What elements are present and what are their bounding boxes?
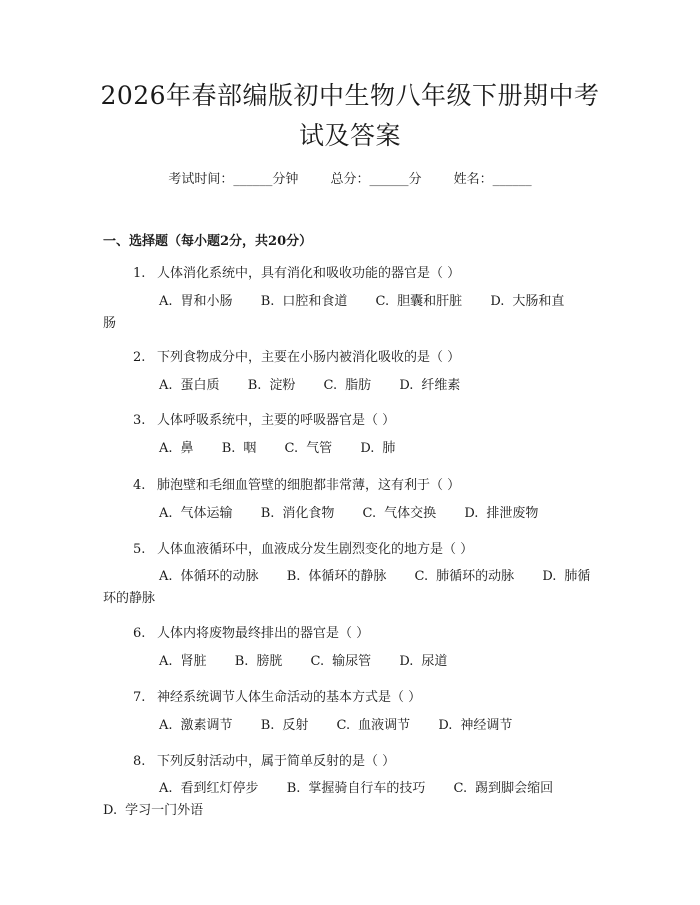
option-text: 口腔和食道 — [282, 294, 348, 309]
option-c — [363, 506, 437, 521]
option-b — [287, 781, 426, 796]
question-8 — [133, 750, 395, 769]
option-text: 纤维素 — [421, 378, 461, 393]
option-text: 大肠和直肠 — [103, 294, 565, 331]
option-b — [261, 506, 335, 521]
option-c — [324, 378, 372, 393]
option-text: 膀胱 — [256, 654, 283, 669]
option-text: 蛋白质 — [180, 378, 220, 393]
exam-meta — [0, 168, 700, 187]
option-b — [261, 294, 348, 309]
option-letter: A. — [159, 781, 173, 796]
question-4 — [133, 474, 460, 493]
option-letter: C. — [310, 654, 325, 669]
question-text: 下列反射活动中，属于简单反射的是（ ） — [157, 754, 396, 769]
option-c — [415, 569, 515, 584]
question-text: 人体呼吸系统中，主要的呼吸器官是（ ） — [157, 413, 396, 428]
option-letter: A. — [159, 506, 173, 521]
option-text: 输尿管 — [332, 654, 372, 669]
question-1 — [133, 262, 460, 281]
total-score: 总分：______分 — [330, 172, 422, 187]
question-number: 2. — [133, 350, 146, 365]
option-letter: C. — [375, 294, 390, 309]
question-5-options — [103, 566, 593, 610]
question-3 — [133, 409, 395, 428]
option-letter: A. — [159, 378, 173, 393]
question-8-options — [103, 778, 593, 822]
option-text: 脂肪 — [345, 378, 372, 393]
option-letter: D. — [464, 506, 479, 521]
option-c — [311, 654, 372, 669]
option-letter: A. — [159, 569, 173, 584]
option-letter: C. — [414, 569, 429, 584]
option-letter: D. — [399, 378, 414, 393]
student-name: 姓名：______ — [453, 172, 532, 187]
question-text: 人体内将废物最终排出的器官是（ ） — [157, 626, 370, 641]
option-a — [159, 569, 259, 584]
option-text: 胆囊和肝脏 — [397, 294, 463, 309]
document-title: 2026年春部编版初中生物八年级下册期中考试及答案 — [100, 81, 600, 150]
question-4-options — [103, 503, 593, 525]
option-letter: B. — [260, 506, 275, 521]
option-letter: A. — [159, 294, 173, 309]
option-letter: D. — [542, 569, 557, 584]
option-b — [222, 441, 257, 456]
question-number: 5. — [133, 542, 146, 557]
option-b — [248, 378, 296, 393]
question-text: 肺泡壁和毛细血管壁的细胞都非常薄，这有利于（ ） — [157, 478, 461, 493]
question-text: 神经系统调节人体生命活动的基本方式是（ ） — [157, 690, 422, 705]
option-text: 淀粉 — [269, 378, 296, 393]
option-letter: B. — [247, 378, 262, 393]
option-letter: D. — [103, 803, 118, 818]
option-c — [285, 441, 333, 456]
option-a — [159, 781, 259, 796]
option-text: 反射 — [282, 718, 309, 733]
option-text: 肾脏 — [180, 654, 207, 669]
question-text: 下列食物成分中，主要在小肠内被消化吸收的是（ ） — [157, 350, 461, 365]
option-letter: C. — [453, 781, 468, 796]
option-text: 神经调节 — [460, 718, 513, 733]
option-c — [337, 718, 411, 733]
option-b — [287, 569, 387, 584]
option-text: 鼻 — [180, 441, 194, 456]
option-letter: A. — [159, 654, 173, 669]
option-letter: B. — [286, 569, 301, 584]
option-letter: D. — [360, 441, 375, 456]
option-letter: A. — [159, 718, 173, 733]
option-text: 体循环的动脉 — [180, 569, 259, 584]
option-text: 激素调节 — [180, 718, 233, 733]
option-text: 气体交换 — [384, 506, 437, 521]
question-6 — [133, 622, 369, 641]
option-d — [464, 506, 538, 521]
section-title: 一、选择题（每小题2分，共20分） — [103, 234, 313, 249]
option-text: 学习一门外语 — [125, 803, 204, 818]
option-letter: B. — [286, 781, 301, 796]
question-number: 8. — [133, 754, 146, 769]
option-d — [360, 441, 395, 456]
option-a — [159, 718, 233, 733]
question-number: 6. — [133, 626, 146, 641]
question-text: 人体血液循环中，血液成分发生剧烈变化的地方是（ ） — [157, 542, 474, 557]
question-5 — [133, 538, 473, 557]
option-a — [159, 294, 233, 309]
option-c — [376, 294, 463, 309]
option-letter: C. — [362, 506, 377, 521]
option-letter: B. — [260, 718, 275, 733]
question-1-options — [103, 291, 593, 335]
question-number: 7. — [133, 690, 146, 705]
option-a — [159, 378, 220, 393]
option-b — [235, 654, 283, 669]
option-a — [159, 441, 194, 456]
option-letter: B. — [221, 441, 236, 456]
option-text: 气体运输 — [180, 506, 233, 521]
option-text: 踢到脚会缩回 — [475, 781, 554, 796]
question-2-options — [103, 375, 593, 397]
option-b — [261, 718, 309, 733]
option-letter: D. — [438, 718, 453, 733]
option-text: 消化食物 — [282, 506, 335, 521]
option-d — [399, 378, 460, 393]
option-text: 肺循环的动脉 — [436, 569, 515, 584]
option-letter: D. — [490, 294, 505, 309]
option-letter: C. — [284, 441, 299, 456]
option-text: 血液调节 — [358, 718, 411, 733]
option-text: 掌握骑自行车的技巧 — [308, 781, 426, 796]
question-3-options — [103, 438, 593, 460]
option-text: 排泄废物 — [486, 506, 539, 521]
option-letter: C. — [336, 718, 351, 733]
option-text: 气管 — [306, 441, 333, 456]
option-letter: A. — [159, 441, 173, 456]
option-letter: D. — [399, 654, 414, 669]
option-d — [438, 718, 512, 733]
option-text: 看到红灯停步 — [180, 781, 259, 796]
option-a — [159, 654, 207, 669]
option-text: 尿道 — [421, 654, 448, 669]
question-number: 3. — [133, 413, 146, 428]
option-d — [103, 803, 203, 818]
question-number: 4. — [133, 478, 146, 493]
option-c — [454, 781, 554, 796]
option-letter: B. — [260, 294, 275, 309]
exam-time: 考试时间：______分钟 — [168, 172, 299, 187]
question-2 — [133, 346, 460, 365]
question-6-options — [103, 651, 593, 673]
option-text: 咽 — [243, 441, 257, 456]
option-text: 肺 — [382, 441, 396, 456]
question-text: 人体消化系统中，具有消化和吸收功能的器官是（ ） — [157, 266, 461, 281]
option-text: 胃和小肠 — [180, 294, 233, 309]
option-a — [159, 506, 233, 521]
option-letter: C. — [323, 378, 338, 393]
option-text: 体循环的静脉 — [308, 569, 387, 584]
option-letter: B. — [234, 654, 249, 669]
question-number: 1. — [133, 266, 146, 281]
question-7-options — [103, 715, 593, 737]
option-d — [399, 654, 447, 669]
option-text: 肺循环的静脉 — [103, 569, 591, 606]
question-7 — [133, 686, 421, 705]
